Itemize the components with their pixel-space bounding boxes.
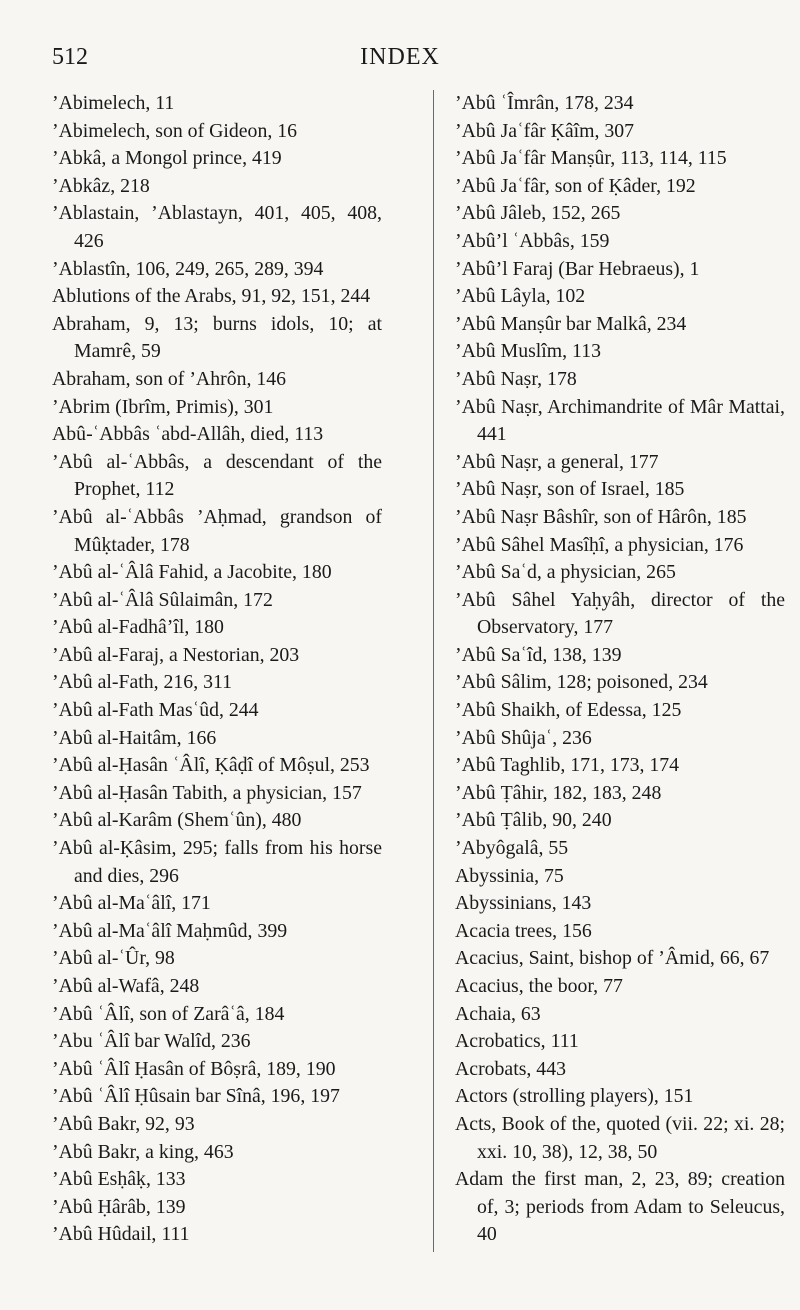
index-entry: ’Abû al-Haitâm, 166 <box>52 726 217 749</box>
index-entry: ’Abû Saʿîd, 138, 139 <box>455 643 622 666</box>
index-entry: ’Abû Esḥâḳ, 133 <box>52 1168 186 1191</box>
index-entry: ’Abû Ṭâhir, 182, 183, 248 <box>455 781 662 804</box>
index-entry: Abraham, 9, 13; burns idols, 10; at Mamrê, 59 <box>52 312 382 363</box>
index-entry: ’Abû al-Fath, 216, 311 <box>52 671 233 694</box>
index-entry: ’Abû Shaikh, of Edessa, 125 <box>455 699 682 722</box>
index-entry: ’Abû al-ʿAbbâs ’Aḥmad, grandson of Mûḳtader, 178 <box>52 505 382 556</box>
index-entry: Acacia trees, 156 <box>455 919 592 942</box>
index-entry: ’Abkâz, 218 <box>52 174 150 197</box>
index-entry: ’Ablastîn, 106, 249, 265, 289, 394 <box>52 257 324 280</box>
index-entry: Adam the first man, 2, 23, 89; creation of, 3; periods from Adam to Seleucus, 40 <box>455 1168 785 1246</box>
index-entry: Abyssinians, 143 <box>455 892 592 915</box>
index-entry: ’Abrim (Ibrîm, Primis), 301 <box>52 395 274 418</box>
index-entry: ’Abû Sâhel Masîḥî, a physician, 176 <box>455 533 744 556</box>
index-entry: ’Abû Shûjaʿ, 236 <box>455 726 592 749</box>
index-entry: ’Abû al-ʿÂlâ Fahid, a Jacobite, 180 <box>52 561 332 584</box>
index-entry: ’Abû Jaʿfâr Ḳâîm, 307 <box>455 119 635 142</box>
index-entry: ’Abû ʿÂlî Ḥûsain bar Sînâ, 196, 197 <box>52 1085 340 1108</box>
index-entry: ’Abû al-Faraj, a Nestorian, 203 <box>52 643 300 666</box>
index-entry: Acacius, Saint, bishop of ’Âmid, 66, 67 <box>455 947 770 970</box>
index-entry: ’Abû Bakr, a king, 463 <box>52 1140 234 1163</box>
index-entry: ’Abû al-Fadhâ’îl, 180 <box>52 616 224 639</box>
index-entry: ’Abû Sâlim, 128; poisoned, 234 <box>455 671 708 694</box>
page-number: 512 <box>52 44 88 70</box>
index-entry: ’Abû ʿÎmrân, 178, 234 <box>455 92 634 114</box>
index-entry: Abû-ʿAbbâs ʿabd-Allâh, died, 113 <box>52 423 324 446</box>
index-entry: ’Abû Naṣr, 178 <box>455 367 577 390</box>
index-entry: ’Abû al-Fath Masʿûd, 244 <box>52 699 259 722</box>
index-entry: ’Abû al-Karâm (Shemʿûn), 480 <box>52 809 302 832</box>
index-entry: Acrobats, 443 <box>455 1057 566 1080</box>
index-entry: ’Abû Naṣr, Archimandrite of Mâr Mattai, 441 <box>455 395 785 446</box>
index-entry: ’Abû Jaʿfâr, son of Ḳâder, 192 <box>455 174 696 197</box>
index-entry: ’Abû Hûdail, 111 <box>52 1223 190 1246</box>
index-entry: ’Abu ʿÂlî bar Walîd, 236 <box>52 1030 251 1053</box>
index-entry: ’Abû Naṣr, son of Israel, 185 <box>455 478 685 501</box>
index-entry: ’Abû Naṣr, a general, 177 <box>455 450 659 473</box>
index-entry: ’Abû al-Ḥasân Tabith, a physician, 157 <box>52 781 362 804</box>
index-entry: ’Abû Bakr, 92, 93 <box>52 1112 195 1135</box>
index-entry: Ablutions of the Arabs, 91, 92, 151, 244 <box>52 285 371 308</box>
index-entry: ’Abû Ḥârâb, 139 <box>52 1195 186 1218</box>
index-entry: ’Abû al-ʿÛr, 98 <box>52 947 175 970</box>
index-entry: ’Abyôgalâ, 55 <box>455 837 569 860</box>
index-entry: Abyssinia, 75 <box>455 864 564 887</box>
index-entry: ’Abû al-Ḳâsim, 295; falls from his horse and dies, 296 <box>52 837 382 887</box>
index-entry: Abraham, son of ’Ahrôn, 146 <box>52 367 287 390</box>
index-entry: ’Abû Saʿd, a physician, 265 <box>455 561 676 584</box>
running-head: INDEX <box>360 44 440 70</box>
index-entry: ’Abû al-ʿAbbâs, a descendant of the Prophet, 112 <box>52 450 382 501</box>
index-entry: ’Abû’l Faraj (Bar Hebraeus), 1 <box>455 257 700 280</box>
index-entry: ’Abû al-Wafâ, 248 <box>52 975 200 997</box>
index-entry: ’Abû Lâyla, 102 <box>455 285 586 308</box>
index-entry: ’Abû al-Maʿâlî, 171 <box>52 892 211 915</box>
index-entry: Acacius, the boor, 77 <box>455 975 623 997</box>
index-entry: ’Abû’l ʿAbbâs, 159 <box>455 229 610 252</box>
index-entry: ’Abû Sâhel Yaḥyâh, director of the Observatory, 177 <box>455 588 785 639</box>
index-column-left <box>52 90 382 1249</box>
index-entry: ’Abkâ, a Mongol prince, 419 <box>52 147 282 170</box>
index-entry: ’Abû Ṭâlib, 90, 240 <box>455 809 612 832</box>
index-entry: ’Abû Jâleb, 152, 265 <box>455 202 621 225</box>
column-divider <box>433 90 434 1252</box>
index-entry: ’Abû Taghlib, 171, 173, 174 <box>455 754 680 777</box>
index-entry: Achaia, 63 <box>455 1002 541 1025</box>
index-entry: ’Abû ʿÂlî, son of Zarâʿâ, 184 <box>52 1002 285 1025</box>
index-entry: ’Abû al-ʿÂlâ Sûlaimân, 172 <box>52 588 273 611</box>
index-entry: ’Abimelech, son of Gideon, 16 <box>52 119 298 142</box>
index-entry: ’Abimelech, 11 <box>52 92 175 114</box>
index-entry: Acts, Book of the, quoted (vii. 22; xi. 28; xxi. 10, 38), 12, 38, 50 <box>455 1112 785 1163</box>
index-entry: ’Ablastain, ’Ablastayn, 401, 405, 408, 426 <box>52 202 382 252</box>
index-entry: ’Abû ʿÂlî Ḥasân of Bôṣrâ, 189, 190 <box>52 1057 336 1080</box>
index-entry: Actors (strolling players), 151 <box>455 1085 694 1108</box>
index-entry: ’Abû Naṣr Bâshîr, son of Hârôn, 185 <box>455 505 747 528</box>
index-entry: ’Abû al-Ḥasân ʿÂlî, Ḳâḍî of Môṣul, 253 <box>52 754 370 777</box>
index-entry: ’Abû Jaʿfâr Manṣûr, 113, 114, 115 <box>455 147 727 170</box>
index-entry: ’Abû Manṣûr bar Malkâ, 234 <box>455 312 687 335</box>
index-column-right <box>455 90 785 1249</box>
index-entry: ’Abû al-Maʿâlî Maḥmûd, 399 <box>52 919 288 942</box>
index-entry: ’Abû Muslîm, 113 <box>455 340 601 363</box>
index-entry: Acrobatics, 111 <box>455 1030 579 1053</box>
